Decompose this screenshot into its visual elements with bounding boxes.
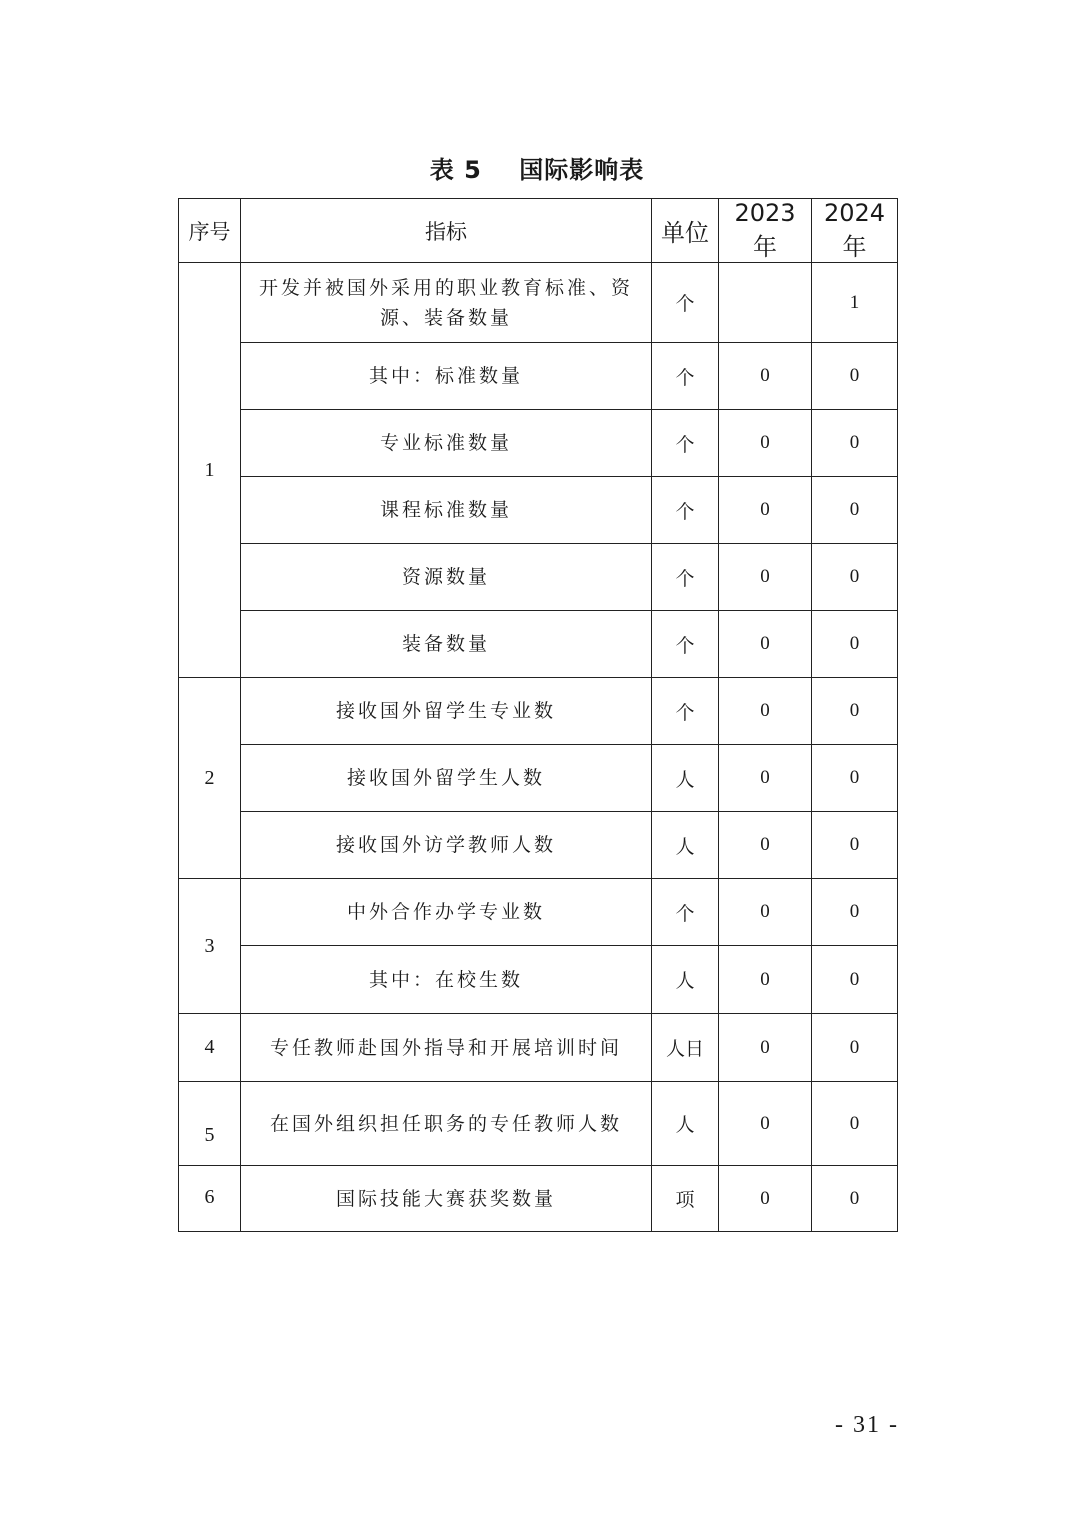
value-2023-cell: 0 [719, 946, 812, 1014]
value-2024-cell: 0 [812, 812, 898, 879]
table-row [179, 544, 898, 611]
value-2023-cell: 0 [719, 477, 812, 544]
value-2023-cell: 0 [719, 544, 812, 611]
table-row [179, 343, 898, 410]
table-row [179, 1082, 898, 1166]
unit-cell: 个 [652, 611, 719, 678]
seq-cell: 4 [179, 1014, 241, 1082]
value-2023-cell: 0 [719, 343, 812, 410]
unit-cell: 人 [652, 812, 719, 879]
value-2024-cell: 0 [812, 1166, 898, 1232]
unit-cell: 个 [652, 343, 719, 410]
table-row [179, 1166, 898, 1232]
indicator-cell: 其中：标准数量 [241, 343, 652, 410]
header-unit: 单位 [652, 199, 719, 263]
indicator-cell: 中外合作办学专业数 [241, 879, 652, 946]
unit-cell: 人 [652, 745, 719, 812]
value-2024-cell: 0 [812, 879, 898, 946]
value-2023-cell: 0 [719, 1014, 812, 1082]
unit-cell: 个 [652, 263, 719, 343]
value-2024-cell: 0 [812, 745, 898, 812]
header-2023: 2023 年 [719, 199, 812, 263]
value-2024-cell: 0 [812, 544, 898, 611]
unit-cell: 个 [652, 410, 719, 477]
unit-cell: 项 [652, 1166, 719, 1232]
indicator-cell: 专业标准数量 [241, 410, 652, 477]
unit-cell: 人 [652, 1082, 719, 1166]
indicator-cell: 接收国外访学教师人数 [241, 812, 652, 879]
header-indicator: 指标 [241, 199, 652, 263]
header-2024: 2024 年 [812, 199, 898, 263]
value-2023-cell: 0 [719, 879, 812, 946]
seq-cell: 6 [179, 1166, 241, 1232]
table-row [179, 477, 898, 544]
table-row [179, 812, 898, 879]
value-2023-cell: 0 [719, 1166, 812, 1232]
value-2023-cell: 0 [719, 410, 812, 477]
value-2023-cell: 0 [719, 611, 812, 678]
value-2023-cell: 0 [719, 1082, 812, 1166]
table-row [179, 263, 898, 343]
indicator-cell: 开发并被国外采用的职业教育标准、资源、装备数量 [241, 263, 652, 343]
seq-cell: 3 [179, 879, 241, 1014]
table-row [179, 745, 898, 812]
table-row [179, 678, 898, 745]
indicator-cell: 接收国外留学生专业数 [241, 678, 652, 745]
unit-cell: 个 [652, 879, 719, 946]
header-seq: 序号 [179, 199, 241, 263]
value-2024-cell: 0 [812, 343, 898, 410]
value-2023-cell: 0 [719, 812, 812, 879]
unit-cell: 人日 [652, 1014, 719, 1082]
indicator-cell: 其中：在校生数 [241, 946, 652, 1014]
value-2024-cell: 1 [812, 263, 898, 343]
value-2024-cell: 0 [812, 678, 898, 745]
unit-cell: 个 [652, 678, 719, 745]
table-row [179, 410, 898, 477]
international-influence-table [178, 198, 898, 1232]
indicator-cell: 在国外组织担任职务的专任教师人数 [241, 1082, 652, 1166]
indicator-cell: 装备数量 [241, 611, 652, 678]
value-2024-cell: 0 [812, 410, 898, 477]
value-2024-cell: 0 [812, 477, 898, 544]
value-2023-cell: 0 [719, 678, 812, 745]
table-title: 表 5 国际影响表 [429, 156, 645, 184]
seq-cell: 1 [179, 263, 241, 678]
table-row [179, 946, 898, 1014]
value-2024-cell: 0 [812, 946, 898, 1014]
page-number: - 31 - [835, 1412, 899, 1438]
table-row [179, 611, 898, 678]
indicator-cell: 专任教师赴国外指导和开展培训时间 [241, 1014, 652, 1082]
unit-cell: 个 [652, 544, 719, 611]
indicator-cell: 国际技能大赛获奖数量 [241, 1166, 652, 1232]
seq-cell: 5 [179, 1082, 241, 1166]
table-row [179, 1014, 898, 1082]
indicator-cell: 接收国外留学生人数 [241, 745, 652, 812]
unit-cell: 个 [652, 477, 719, 544]
value-2024-cell: 0 [812, 1082, 898, 1166]
value-2024-cell: 0 [812, 1014, 898, 1082]
seq-cell: 2 [179, 678, 241, 879]
value-2023-cell: 0 [719, 745, 812, 812]
value-2024-cell: 0 [812, 611, 898, 678]
unit-cell: 人 [652, 946, 719, 1014]
table-row [179, 879, 898, 946]
indicator-cell: 课程标准数量 [241, 477, 652, 544]
indicator-cell: 资源数量 [241, 544, 652, 611]
value-2023-cell [719, 263, 812, 343]
table-header-row [179, 199, 898, 263]
